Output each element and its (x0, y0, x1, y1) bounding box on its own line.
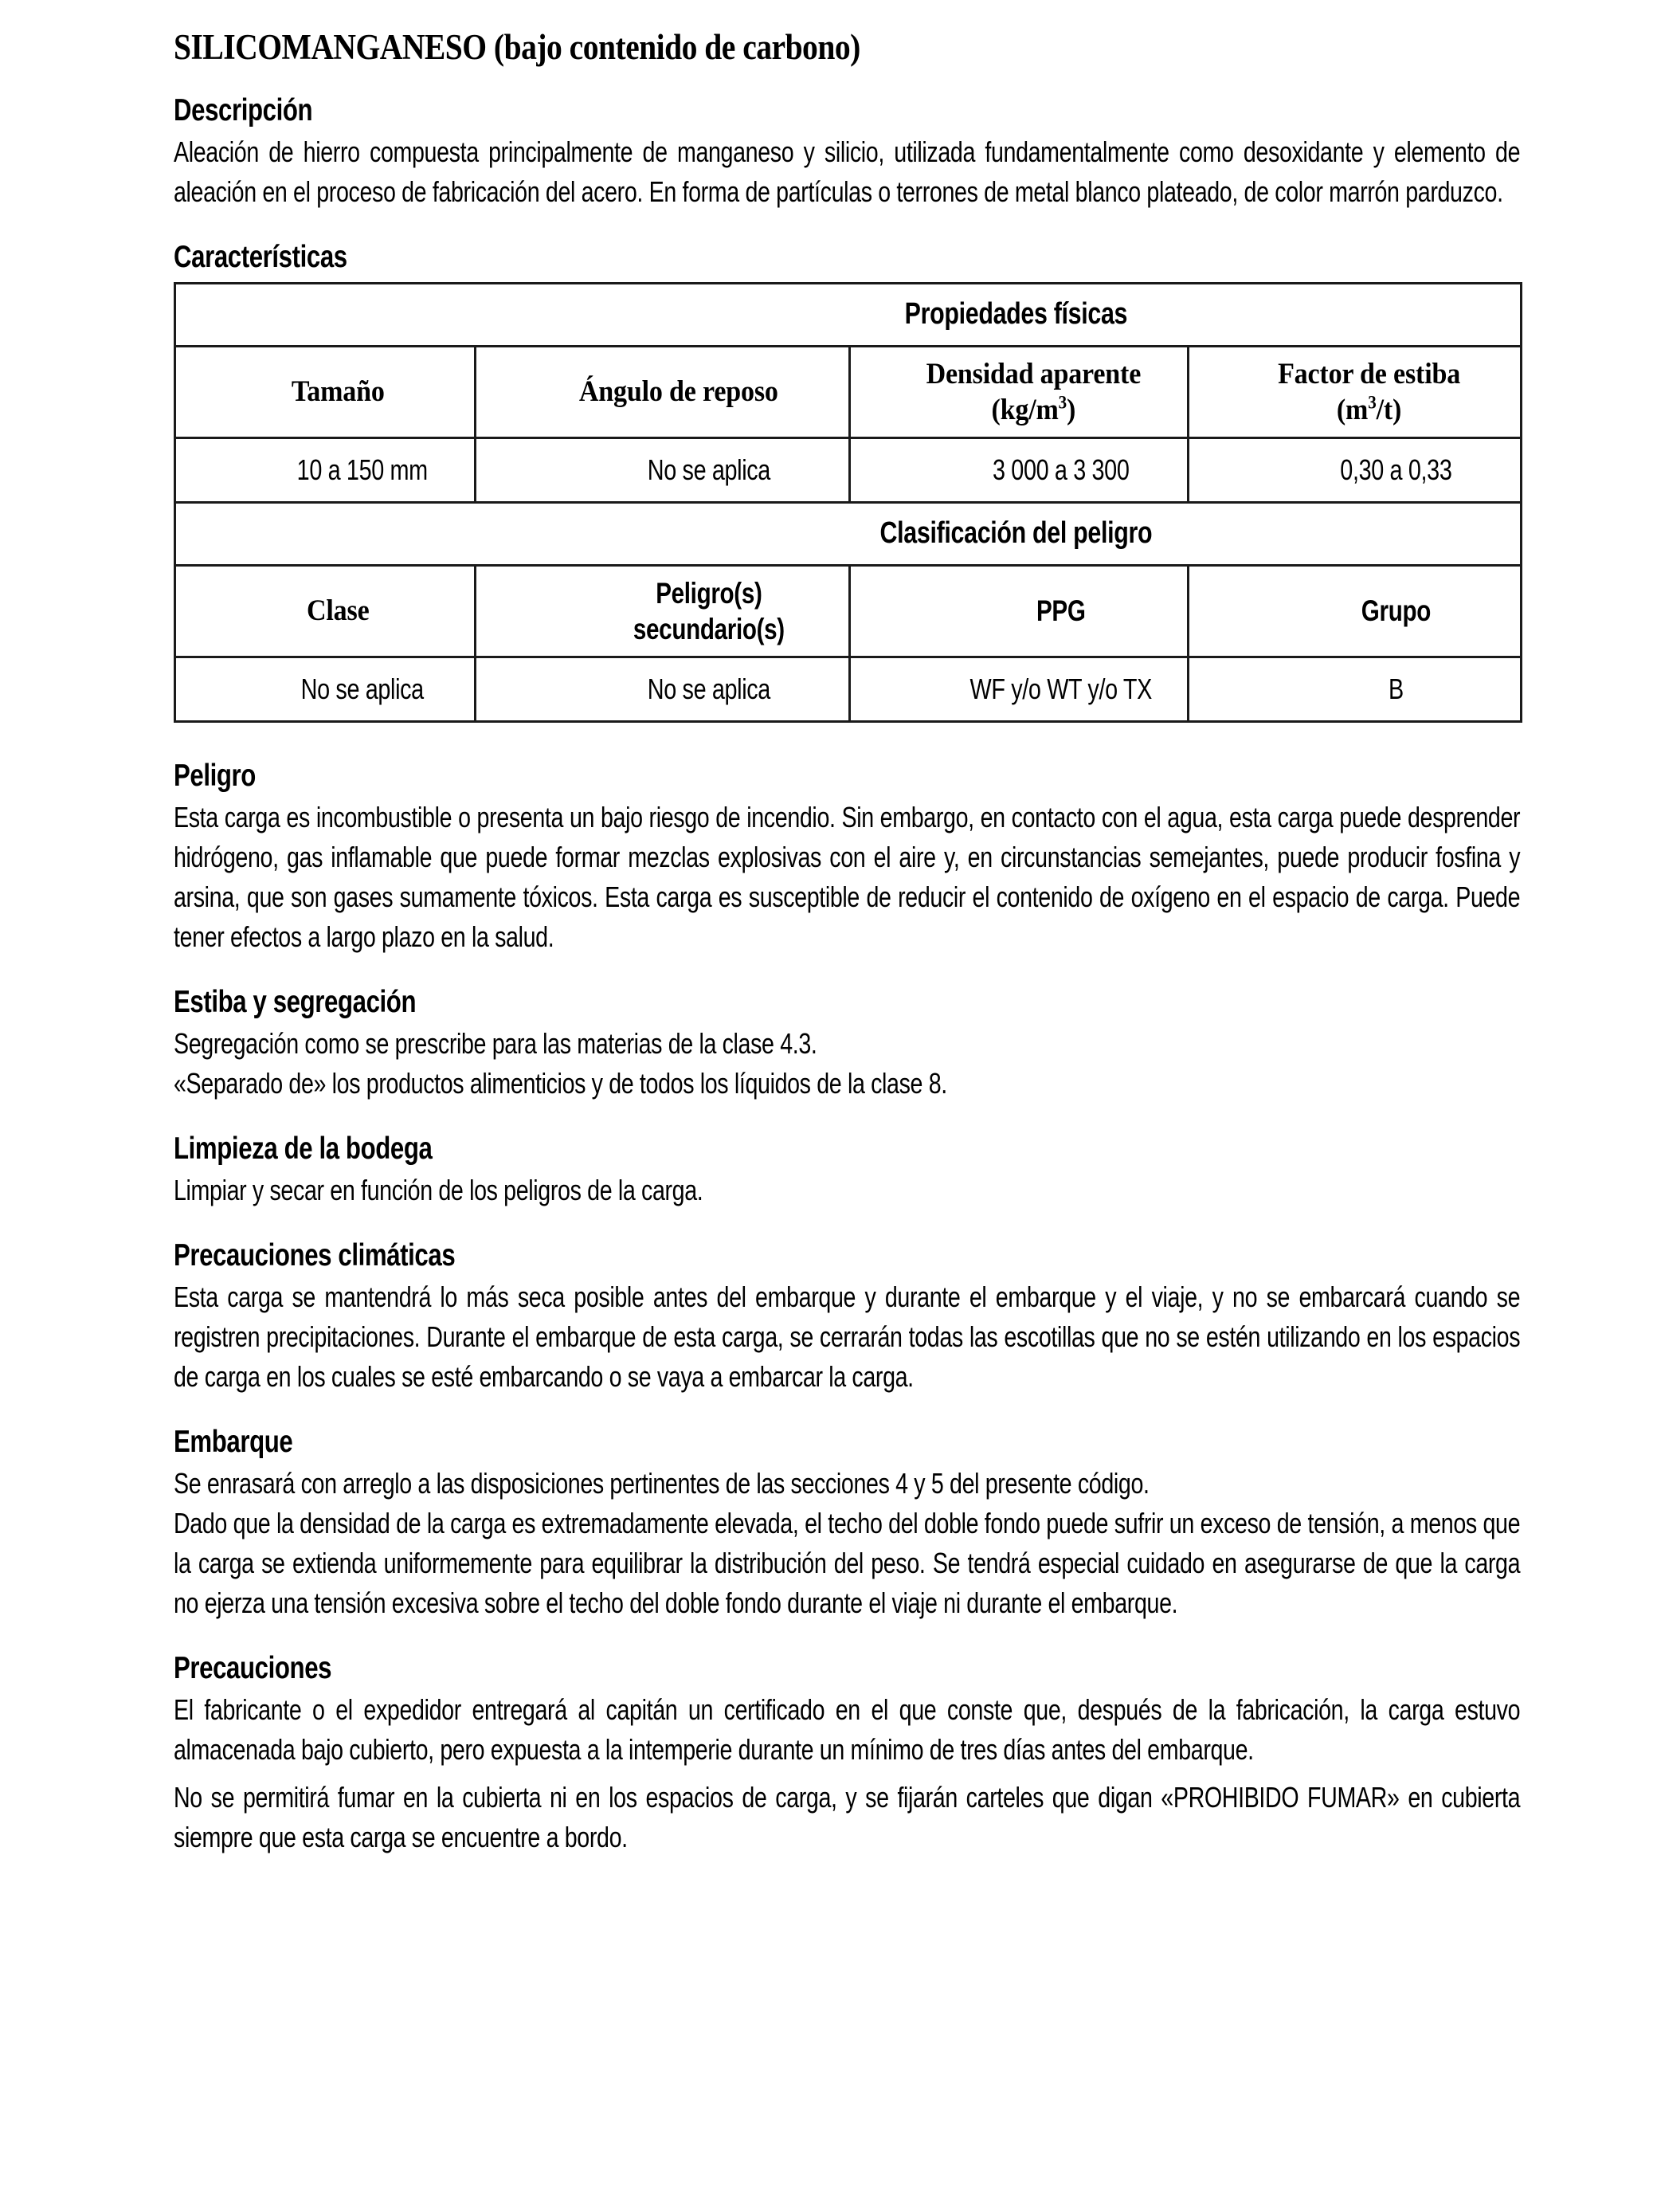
table-header-factor-estiba-label: Factor de estiba (1278, 357, 1461, 390)
table-header-ppg (850, 565, 1189, 657)
table-cell-grupo-value (1189, 657, 1522, 721)
spacer (174, 1104, 1520, 1131)
table-header-densidad-aparente-group (865, 356, 1201, 428)
table-header-clase-label: Clase (307, 594, 370, 628)
characteristics-table (174, 282, 1522, 723)
table-header-estiba-unit-close: /t) (1376, 393, 1402, 426)
table-cell-peligro-secundario-text: No se aplica (647, 672, 770, 705)
table-header-ppg-label: PPG (1036, 594, 1086, 628)
table-header-grupo (1189, 565, 1522, 657)
table-header-row-physical (175, 346, 1522, 437)
table-cell-densidad-value (850, 437, 1189, 502)
table-band-physical (175, 283, 1522, 346)
table-band-row-hazard (175, 502, 1522, 565)
heading-limpieza-bodega: Limpieza de la bodega (174, 1131, 433, 1166)
table-row-hazard-values (175, 657, 1522, 721)
table-header-densidad-unit-open: (kg/m (991, 393, 1059, 426)
heading-caracteristicas: Características (174, 239, 347, 274)
paragraph-estiba-2: «Separado de» los productos alimenticios y de todos los líquidos de la clase 8. (174, 1066, 947, 1100)
spacer (174, 1210, 1520, 1237)
table-cell-angulo-text: No se aplica (647, 453, 770, 486)
table-header-densidad-unit-close: ) (1067, 393, 1076, 426)
spacer (174, 212, 1520, 239)
heading-precauciones: Precauciones (174, 1650, 332, 1685)
table-cell-tamano-value (175, 437, 476, 502)
table-header-angulo-reposo-label: Ángulo de reposo (578, 375, 778, 409)
table-header-densidad-unit-exp: 3 (1058, 392, 1067, 413)
table-band-physical-label: Propiedades físicas (904, 296, 1128, 331)
table-header-factor-estiba-group (1204, 356, 1534, 428)
table-cell-clase-value (175, 657, 476, 721)
table-header-peligro-secundario-group (523, 575, 895, 647)
table-cell-estiba-value (1189, 437, 1522, 502)
table-cell-densidad-text: 3 000 a 3 300 (993, 453, 1130, 486)
table-cell-ppg-value (850, 657, 1189, 721)
table-header-peligro-secundario-line2: secundario(s) (633, 612, 785, 645)
table-cell-tamano-text: 10 a 150 mm (296, 453, 428, 486)
table-band-hazard (175, 502, 1522, 565)
spacer (174, 1397, 1520, 1424)
spacer (174, 957, 1520, 984)
table-cell-grupo-text: B (1388, 672, 1404, 705)
table-header-densidad-aparente (850, 346, 1189, 437)
document-content (174, 27, 1520, 1857)
spacer (174, 1770, 1520, 1778)
table-header-angulo-reposo (476, 346, 850, 437)
table-header-peligro-secundario (476, 565, 850, 657)
paragraph-precauciones-1: El fabricante o el expedidor entregará al capitán un certificado en el que conste que, después de la fabricación, la carga estuvo almacenada bajo cubierto, pero expuesta a la intemperie durante un mínimo de tres días antes del embarque. (174, 1692, 1521, 1766)
table-cell-clase-text: No se aplica (300, 672, 424, 705)
table-header-tamano (175, 346, 476, 437)
table-row-physical-values (175, 437, 1522, 502)
page-title: SILICOMANGANESO (bajo contenido de carbono) (174, 27, 860, 67)
paragraph-embarque-1: Se enrasará con arreglo a las disposiciones pertinentes de las secciones 4 y 5 del presente código. (174, 1466, 1150, 1500)
heading-precauciones-climaticas: Precauciones climáticas (174, 1237, 456, 1273)
heading-embarque: Embarque (174, 1424, 293, 1459)
table-header-estiba-unit-exp: 3 (1368, 392, 1377, 413)
table-header-grupo-label: Grupo (1361, 594, 1431, 628)
table-band-hazard-label: Clasificación del peligro (879, 516, 1153, 550)
paragraph-peligro: Esta carga es incombustible o presenta un bajo riesgo de incendio. Sin embargo, en contacto con el agua, esta carga puede desprender hidrógeno, gas inflamable que puede formar mezclas explosivas con el aire y, en circunstancias semejantes, puede producir fosfina y arsina, que son gases sumamente tóxicos. Esta carga es susceptible de reducir el contenido de oxígeno en el espacio de carga. Puede tener efectos a largo plazo en la salud. (174, 800, 1521, 953)
table-header-clase (175, 565, 476, 657)
table-header-row-hazard (175, 565, 1522, 657)
table-header-tamano-label: Tamaño (291, 375, 385, 409)
spacer (174, 1623, 1520, 1650)
heading-descripcion: Descripción (174, 92, 313, 127)
paragraph-estiba-1: Segregación como se prescribe para las materias de la clase 4.3. (174, 1026, 817, 1060)
table-cell-estiba-text: 0,30 a 0,33 (1340, 453, 1452, 486)
paragraph-limpieza-bodega: Limpiar y secar en función de los peligros de la carga. (174, 1173, 703, 1206)
table-cell-peligro-secundario-value (476, 657, 850, 721)
paragraph-precauciones-2: No se permitirá fumar en la cubierta ni en los espacios de carga, y se fijarán carteles que digan «PROHIBIDO FUMAR» en cubierta siempre que esta carga se encuentre a bordo. (174, 1780, 1521, 1853)
heading-peligro: Peligro (174, 758, 256, 793)
heading-estiba-segregacion: Estiba y segregación (174, 984, 417, 1019)
table-band-row-physical (175, 283, 1522, 346)
table-cell-angulo-value (476, 437, 850, 502)
table-header-peligro-secundario-line1: Peligro(s) (656, 576, 762, 610)
paragraph-precauciones-climaticas: Esta carga se mantendrá lo más seca posible antes del embarque y durante el embarque y el viaje, y no se embarcará cuando se registren precipitaciones. Durante el embarque de esta carga, se cerrarán todas las escotillas que no se estén utilizando en los espacios de carga en los cuales se esté embarcando o se vaya a embarcar la carga. (174, 1280, 1521, 1393)
table-header-densidad-aparente-label: Densidad aparente (926, 357, 1142, 390)
table-header-factor-estiba (1189, 346, 1522, 437)
paragraph-embarque-2: Dado que la densidad de la carga es extremadamente elevada, el techo del doble fondo puede sufrir un exceso de tensión, a menos que la carga se extienda uniformemente para equilibrar la distribución del peso. Se tendrá especial cuidado en asegurarse de que la carga no ejerza una tensión excesiva sobre el techo del doble fondo durante el viaje ni durante el embarque. (174, 1506, 1521, 1619)
table-cell-ppg-text: WF y/o WT y/o TX (969, 672, 1152, 705)
spacer (174, 723, 1520, 758)
paragraph-descripcion: Aleación de hierro compuesta principalmente de manganeso y silicio, utilizada fundamentalmente como desoxidante y elemento de aleación en el proceso de fabricación del acero. En forma de partículas o terrones de metal blanco plateado, de color marrón parduzco. (174, 135, 1521, 208)
table-header-estiba-unit-open: (m (1336, 393, 1369, 426)
